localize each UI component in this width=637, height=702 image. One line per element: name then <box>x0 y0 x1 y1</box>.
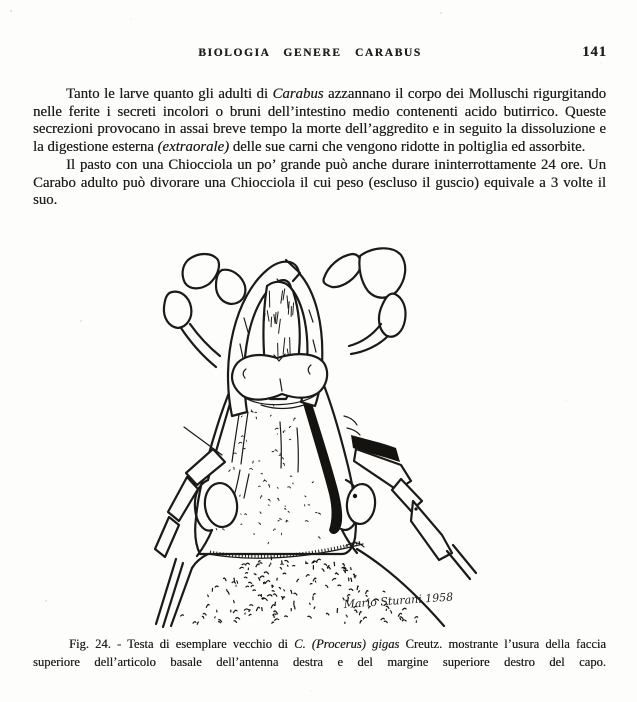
stipple-mark <box>381 618 385 620</box>
stipple-mark <box>249 610 251 612</box>
stipple-mark <box>390 611 392 614</box>
stipple-mark <box>359 611 361 615</box>
right-maxillary-palp <box>323 248 405 354</box>
stipple-mark <box>294 606 295 610</box>
stipple-mark <box>244 577 247 578</box>
stipple-mark <box>206 604 209 607</box>
stipple-mark <box>280 568 282 570</box>
stipple-mark <box>271 557 272 560</box>
stipple-mark <box>402 608 406 610</box>
stipple-mark <box>264 572 269 574</box>
stipple-mark <box>306 575 309 577</box>
stipple-mark <box>283 590 284 592</box>
stipple-mark <box>236 581 237 584</box>
stipple-mark <box>262 608 263 612</box>
stipple-mark <box>227 591 229 594</box>
stipple-mark <box>313 562 315 563</box>
scan-speckles <box>10 10 12 12</box>
stipple-mark <box>240 567 244 569</box>
paragraph-1 <box>33 86 606 157</box>
stipple-mark <box>233 600 234 603</box>
stipple-mark <box>260 563 263 564</box>
pronotum <box>171 542 444 626</box>
stipple-mark <box>267 595 272 597</box>
stipple-mark <box>241 514 242 515</box>
running-header <box>33 44 607 65</box>
stipple-mark <box>272 591 275 592</box>
stipple-mark <box>253 590 256 591</box>
stipple-mark <box>203 613 206 615</box>
stipple-mark <box>273 594 277 597</box>
stipple-mark <box>332 579 336 581</box>
stipple-mark <box>283 573 286 574</box>
stipple-mark <box>223 578 226 581</box>
stipple-mark <box>272 622 274 624</box>
stipple-mark <box>245 613 246 615</box>
stipple-mark <box>246 563 250 565</box>
stipple-mark <box>360 621 362 624</box>
stipple-mark <box>357 586 358 590</box>
running-title: BIOLOGIA GENERE CARABUS <box>198 47 422 59</box>
stipple-mark <box>234 621 237 623</box>
stipple-mark <box>256 564 259 567</box>
stipple-mark <box>263 598 268 601</box>
stipple-mark <box>284 616 287 617</box>
text-run: Il pasto con una Chiocciola un po’ grande può anche durare ininterrottamente 24 ore. Un Carabo adulto può divorare una Chiocciola il cui peso (escluso il guscio) equivale a 3 volte il suo. <box>33 156 606 209</box>
stipple-mark <box>334 562 335 566</box>
stipple-mark <box>244 609 249 611</box>
stipple-mark <box>402 620 406 621</box>
stipple-mark <box>317 559 321 561</box>
stipple-mark <box>249 614 252 616</box>
stipple-mark <box>180 615 183 617</box>
stipple-mark <box>249 605 253 606</box>
stipple-mark <box>348 578 349 581</box>
stipple-mark <box>292 565 295 566</box>
artist-signature: Mario Sturani 1958 <box>343 590 454 611</box>
stipple-mark <box>294 593 298 595</box>
stipple-mark <box>216 610 217 612</box>
stipple-mark <box>363 617 367 619</box>
stipple-mark <box>350 568 351 570</box>
beetle-head-illustration <box>148 246 496 630</box>
stipple-mark <box>226 589 227 591</box>
figure-24-illustration <box>148 246 496 635</box>
stipple-mark <box>258 578 260 581</box>
stipple-mark <box>358 591 360 593</box>
stipple-mark <box>383 591 385 592</box>
stipple-mark <box>398 613 402 616</box>
hatch-stroke <box>271 317 272 328</box>
stipple-mark <box>233 610 237 613</box>
stipple-mark <box>251 585 254 587</box>
text-run: Fig. 24. - Testa di esemplare vecchio di <box>69 637 295 651</box>
stipple-mark <box>343 564 345 567</box>
stipple-mark <box>256 607 259 611</box>
stipple-mark <box>416 621 417 623</box>
stipple-mark <box>207 595 208 597</box>
stipple-mark <box>324 564 327 566</box>
stipple-mark <box>313 594 316 596</box>
stipple-mark <box>193 622 196 624</box>
stipple-mark <box>248 582 252 584</box>
stipple-mark <box>245 573 248 574</box>
stipple-mark <box>256 417 257 419</box>
text-run-italic: Carabus <box>272 86 324 102</box>
stipple-mark <box>399 618 401 620</box>
stipple-mark <box>309 603 310 605</box>
stipple-mark <box>260 576 264 578</box>
text-run: delle sue carni che vengono ridotte in poltiglia ed assorbite. <box>229 139 586 156</box>
text-run: azzannano il corpo dei Molluschi rigurgitando nelle ferite i secreti incolori o bruni dell’intestino medio contenenti acido butirrico. Queste secrezioni provocano in assai breve tempo la morte dell’aggredito e in seguito la dissoluzione e la digestione esterna <box>33 86 606 156</box>
stipple-mark <box>242 564 246 566</box>
stipple-mark <box>218 622 221 624</box>
hatch-stroke <box>290 337 291 355</box>
stipple-mark <box>254 574 257 575</box>
stipple-mark <box>305 563 308 564</box>
stipple-mark <box>246 586 249 587</box>
stipple-mark <box>346 615 348 617</box>
hatch-stroke <box>275 312 276 323</box>
stipple-mark <box>310 584 312 585</box>
stipple-mark <box>415 617 418 619</box>
stipple-mark <box>236 618 240 620</box>
stipple-mark <box>384 621 388 623</box>
stipple-mark <box>258 561 260 563</box>
stipple-mark <box>338 585 342 586</box>
text-run: Creutz. mostrante l’usura della faccia superiore dell’articolo basale dell’antenna destra e del margine superiore destro del capo. <box>33 637 606 669</box>
text-run: Tanto le larve quanto gli adulti di <box>66 86 273 102</box>
stipple-mark <box>215 617 216 619</box>
stipple-mark <box>271 605 275 609</box>
stipple-mark <box>322 569 325 572</box>
stipple-mark <box>197 622 199 625</box>
stipple-mark <box>307 616 311 618</box>
body-text <box>33 86 606 210</box>
stipple-mark <box>248 568 249 571</box>
stipple-mark <box>273 615 275 618</box>
stipple-mark <box>335 573 338 575</box>
stipple-mark <box>279 587 281 589</box>
stipple-mark <box>349 589 353 591</box>
stipple-mark <box>265 581 270 584</box>
stipple-mark <box>297 579 299 582</box>
stipple-mark <box>326 613 329 615</box>
paragraph-2 <box>33 157 606 210</box>
stipple-mark <box>234 578 235 582</box>
stipple-mark <box>274 619 279 621</box>
stipple-mark <box>291 590 292 593</box>
figure-caption <box>33 636 606 671</box>
stipple-mark <box>202 616 204 618</box>
stipple-mark <box>315 581 316 583</box>
stipple-mark <box>269 565 270 567</box>
stipple-mark <box>325 585 328 588</box>
stipple-mark <box>281 564 284 565</box>
stipple-mark <box>215 586 219 587</box>
stipple-mark <box>366 591 369 594</box>
stipple-mark <box>355 610 358 613</box>
page-number: 141 <box>582 44 607 60</box>
stipple-mark <box>314 607 315 609</box>
stipple-mark <box>287 565 288 567</box>
stipple-mark <box>258 595 261 596</box>
text-run-italic: C. (Procerus) gigas <box>294 637 400 651</box>
stipple-mark <box>232 582 236 584</box>
stipple-mark <box>386 609 387 611</box>
stipple-mark <box>285 561 289 563</box>
text-run-italic: (extraorale) <box>157 139 229 156</box>
stipple-mark <box>347 595 350 597</box>
stipple-mark <box>353 574 355 578</box>
stipple-mark <box>351 578 352 582</box>
